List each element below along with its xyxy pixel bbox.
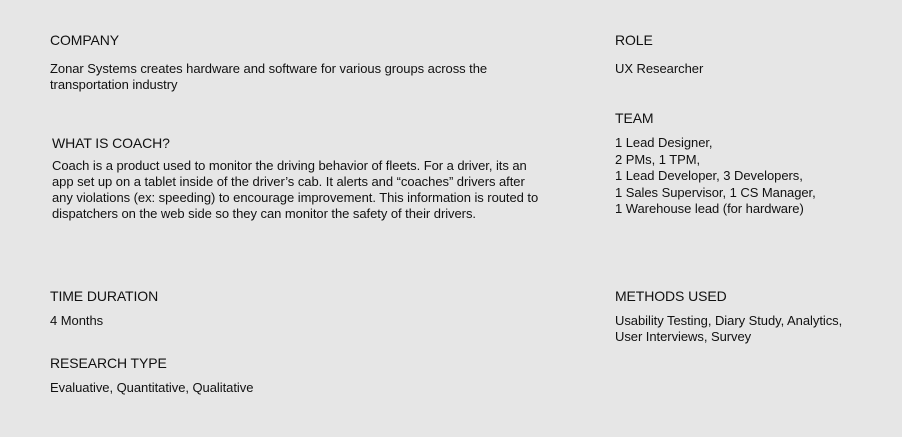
time-duration-section [50, 288, 350, 329]
methods-used-value: Usability Testing, Diary Study, Analytics, User Interviews, Survey [615, 313, 843, 344]
team-member: 1 Sales Supervisor, 1 CS Manager, [615, 184, 816, 200]
role-heading: ROLE [615, 32, 653, 48]
company-heading: COMPANY [50, 32, 120, 48]
team-member: 1 Lead Designer, [615, 135, 713, 150]
company-description: Zonar Systems creates hardware and software for various groups across the transportation industry [50, 61, 488, 92]
what-is-coach-heading: WHAT IS COACH? [52, 135, 170, 151]
team-member: 1 Lead Developer, 3 Developers, [615, 168, 803, 183]
research-type-section [50, 355, 350, 396]
role-value: UX Researcher [615, 61, 704, 76]
team-list [615, 135, 875, 218]
research-type-heading: RESEARCH TYPE [50, 355, 167, 371]
team-member: 2 PMs, 1 TPM, [615, 151, 701, 167]
company-section [50, 32, 540, 93]
team-heading: TEAM [615, 110, 654, 126]
methods-used-heading: METHODS USED [615, 288, 727, 304]
what-is-coach-section [52, 135, 542, 222]
team-member: 1 Warehouse lead (for hardware) [615, 201, 804, 216]
methods-used-section [615, 288, 845, 345]
team-section [615, 110, 875, 218]
time-duration-value: 4 Months [50, 313, 104, 328]
research-type-value: Evaluative, Quantitative, Qualitative [50, 380, 254, 395]
time-duration-heading: TIME DURATION [50, 288, 159, 304]
what-is-coach-description: Coach is a product used to monitor the driving behavior of fleets. For a driver, its an app set up on a tablet inside of the driver’s cab. It alerts and “coaches” drivers after any violations (ex: speeding) to encourage improvement. This information is routed to dispatchers on the web side so they can monitor the safety of their drivers. [52, 158, 539, 221]
role-section [615, 32, 875, 77]
